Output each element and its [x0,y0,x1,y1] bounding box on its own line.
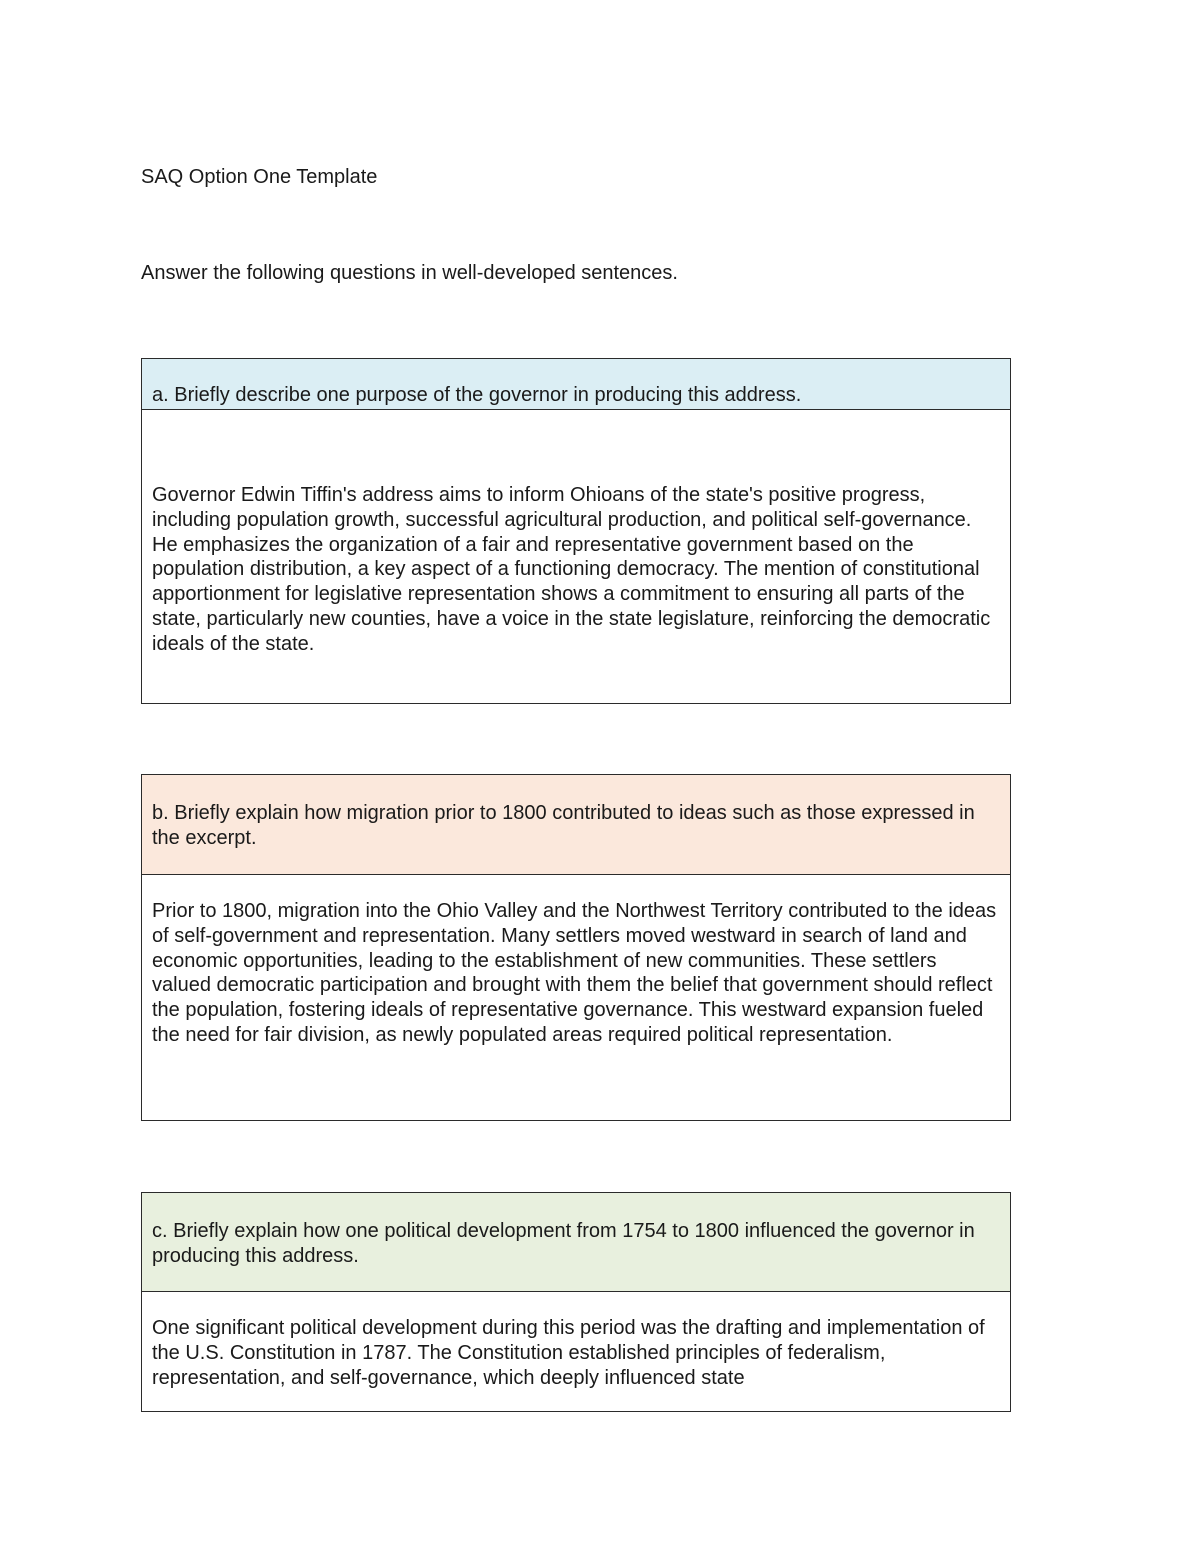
answer-text-a[interactable]: Governor Edwin Tiffin's address aims to inform Ohioans of the state's positive progress, including population growth, successful agricultural production, and political self-governance. He emphasizes the organization of a fair and representative government based on the population distribution, a key aspect of a functioning democracy. The mention of constitutional apportionment for legislative representation shows a commitment to ensuring all parts of the state, particularly new counties, have a voice in the state legislature, reinforcing the democratic ideals of the state. [152,484,991,655]
question-box-c [141,1192,1011,1412]
question-prompt-b [142,775,1010,875]
answer-text-b[interactable]: Prior to 1800, migration into the Ohio Valley and the Northwest Territory contributed to the ideas of self-government and representation. Many settlers moved westward in search of land and economic opportunities, leading to the establishment of new communities. These settlers valued democratic participation and brought with them the belief that government should reflect the population, fostering ideals of representative governance. This westward expansion fueled the need for fair division, as newly populated areas required political representation. [152,900,997,1046]
question-box-b [141,774,1011,1121]
answer-text-c[interactable]: One significant political development during this period was the drafting and implementation of the U.S. Constitution in 1787. The Constitution established principles of federalism, representation, and self-governance, which deeply influenced state [152,1317,985,1389]
question-prompt-text: c. Briefly explain how one political development from 1754 to 1800 influenced the governor in producing this address. [152,1220,975,1267]
question-prompt-c [142,1193,1010,1292]
question-prompt-a [142,359,1010,410]
question-prompt-text: a. Briefly describe one purpose of the governor in producing this address. [152,384,802,406]
instructions-text: Answer the following questions in well-developed sentences. [141,262,678,284]
question-box-a [141,358,1011,704]
page-title: SAQ Option One Template [141,166,378,188]
question-prompt-text: b. Briefly explain how migration prior to 1800 contributed to ideas such as those expressed in the excerpt. [152,802,975,849]
